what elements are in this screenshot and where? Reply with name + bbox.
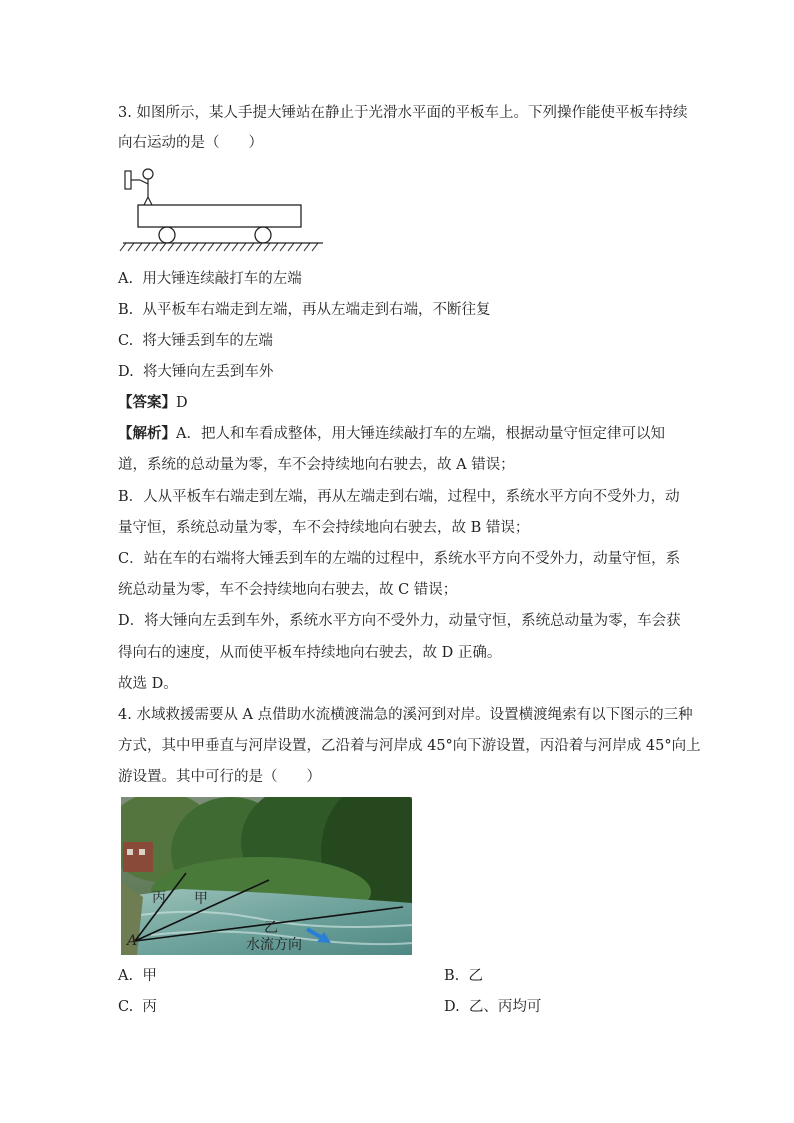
q4-stem-line3: 游设置。其中可行的是（ ） — [118, 769, 321, 785]
label-bing: 丙 — [152, 890, 166, 906]
q4-option-d: D. 乙、丙均可 — [444, 999, 542, 1015]
q4-stem-line1: 4. 水域救援需要从 A 点借助水流横渡湍急的溪河到对岸。设置横渡绳索有以下图示的三种 — [118, 707, 693, 723]
q3-option-a: A. 用大锤连续敲打车的左端 — [118, 271, 302, 287]
q3-analysis-line1: 【解析】A．把人和车看成整体，用大锤连续敲打车的左端，根据动量守恒定律可以知 — [118, 425, 665, 442]
label-jia: 甲 — [194, 891, 208, 907]
q3-stem-line1: 3. 如图所示，某人手提大锤站在静止于光滑水平面的平板车上。下列操作能使平板车持续 — [118, 105, 688, 121]
label-flow-direction: 水流方向 — [246, 937, 302, 953]
q3-option-d: D. 将大锤向左丢到车外 — [118, 364, 274, 380]
q3-analysis-line8: 得向右的速度，从而使平板车持续地向右驶去，故 D 正确。 — [118, 645, 502, 661]
q4-option-a: A. 甲 — [118, 968, 157, 984]
q3-answer: 【答案】D — [118, 394, 188, 411]
label-point-a: A — [127, 933, 138, 949]
label-yi: 乙 — [264, 920, 278, 936]
q4-option-c: C. 丙 — [118, 999, 157, 1015]
q3-analysis-line2: 道，系统的总动量为零，车不会持续地向右驶去，故 A 错误； — [118, 457, 515, 473]
q3-option-c: C. 将大锤丢到车的左端 — [118, 333, 273, 349]
q3-analysis-line6: 统总动量为零，车不会持续地向右驶去，故 C 错误； — [118, 582, 458, 598]
q3-option-b: B. 从平板车右端走到左端，再从左端走到右端，不断往复 — [118, 302, 491, 318]
q3-analysis-line3: B．人从平板车右端走到左端，再从左端走到右端，过程中，系统水平方向不受外力，动 — [118, 489, 680, 505]
q3-analysis-line5: C．站在车的右端将大锤丢到车的左端的过程中，系统水平方向不受外力，动量守恒，系 — [118, 551, 681, 567]
cart-figure — [118, 163, 328, 255]
q3-conclusion: 故选 D。 — [118, 676, 178, 692]
q4-option-b: B. 乙 — [444, 968, 483, 984]
q4-stem-line2: 方式，其中甲垂直与河岸设置，乙沿着与河岸成 45°向下游设置，丙沿着与河岸成 45°向上 — [118, 738, 701, 754]
q3-analysis-line4: 量守恒，系统总动量为零，车不会持续地向右驶去，故 B 错误； — [118, 520, 530, 536]
q3-stem-line2: 向右运动的是（ ） — [118, 135, 263, 151]
q3-analysis-line7: D．将大锤向左丢到车外，系统水平方向不受外力，动量守恒，系统总动量为零，车会获 — [118, 613, 681, 629]
